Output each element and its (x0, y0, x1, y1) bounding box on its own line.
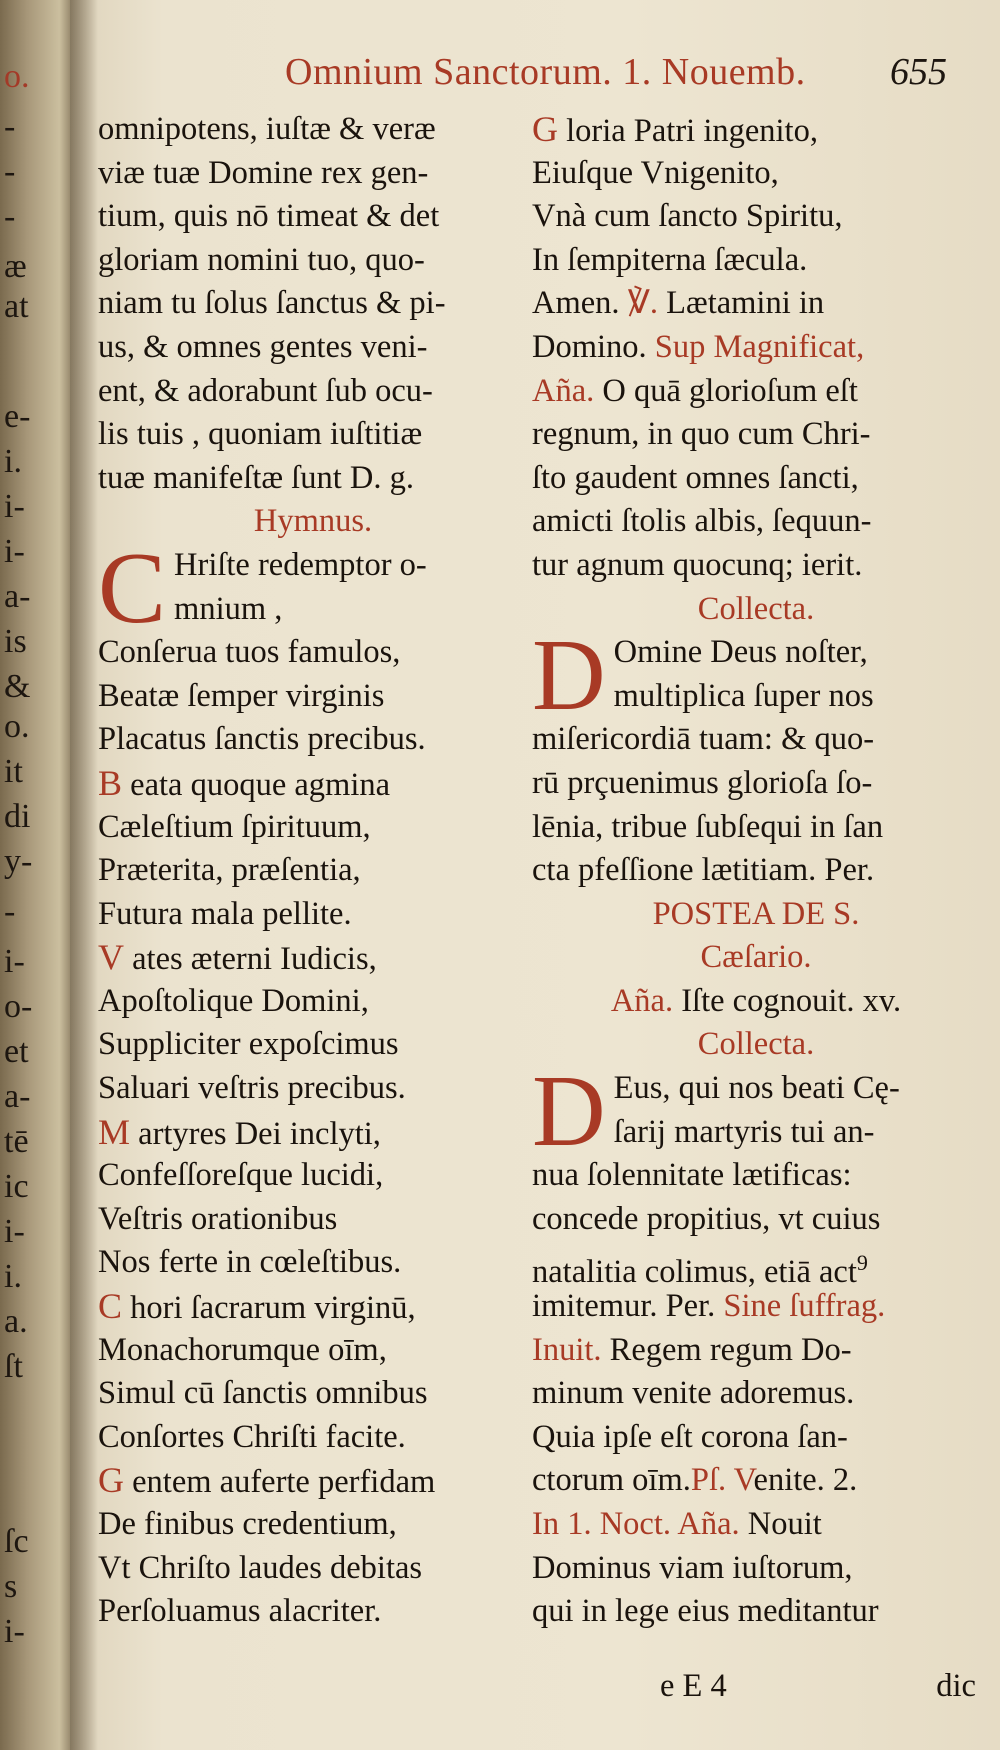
running-title: Omnium Sanctorum. 1. Nouemb. (285, 51, 806, 93)
text-run: amicti ſtolis albis, ſequun- (532, 503, 872, 540)
text-line (98, 1198, 528, 1242)
text-run: Beatæ ſemper virginis (98, 677, 385, 714)
text-run: miſericordiā tuam: & quo- (532, 721, 875, 758)
text-line: multiplica ſuper nos (613, 677, 874, 714)
saint-heading: Cæſario. (700, 939, 812, 976)
text-line (98, 413, 528, 457)
text-run: Conſortes Chriſti facite. (98, 1418, 406, 1455)
text-run: tur agnum quocunq; ierit. (532, 546, 863, 583)
text-line (532, 457, 980, 501)
text-run: enite. 2. (753, 1462, 858, 1499)
gloria-initial: G (532, 109, 558, 149)
margin-fragment: ſc (4, 1523, 29, 1560)
text-run: concede propitius, vt cuius (532, 1200, 881, 1237)
margin-fragment: y- (4, 843, 33, 880)
drop-capital: C (98, 531, 167, 645)
margin-fragment: i- (4, 1213, 25, 1250)
text-run: Nos ferte in cœleſtibus. (98, 1244, 402, 1281)
text-run: ctorum oīm. (532, 1462, 691, 1499)
text-run: loria Patri ingenito, (566, 113, 818, 149)
text-line (98, 195, 528, 239)
drop-capital: D (532, 1055, 606, 1169)
gloria-first-line (532, 108, 980, 152)
margin-fragment: it (4, 753, 23, 790)
text-line (532, 1154, 980, 1198)
text-run: Eiuſque Vnigenito, (532, 154, 779, 191)
folio-number: 655 (890, 51, 947, 93)
text-line (98, 326, 528, 370)
text-line (98, 1023, 528, 1067)
text-line (532, 152, 980, 196)
text-run: Futura mala pellite. (98, 895, 352, 932)
stanza-first-line (98, 936, 528, 980)
text-run: imitemur. Per. (532, 1288, 716, 1325)
text-run: viæ tuæ Domine rex gen- (98, 154, 429, 191)
text-run: cta pfeſſione lætitiam. Per. (532, 852, 875, 889)
text-line: mnium , (174, 590, 283, 627)
text-line (532, 1590, 980, 1634)
text-line (532, 1329, 980, 1373)
text-run: Quia ipſe eſt corona ſan- (532, 1418, 848, 1455)
margin-fragment: i- (4, 488, 25, 525)
text-run: gloriam nomini tuo, quo- (98, 241, 425, 278)
text-run: Suppliciter expoſcimus (98, 1026, 399, 1063)
text-line (532, 1241, 980, 1291)
text-run: Confeſſoreſque lucidi, (98, 1157, 384, 1194)
text-line (532, 282, 980, 326)
superscript-mark: 9 (856, 1250, 868, 1276)
text-line (98, 980, 528, 1024)
text-line (98, 849, 528, 893)
margin-fragment: ic (4, 1168, 29, 1205)
text-line (532, 1459, 980, 1503)
text-line (98, 152, 528, 196)
text-run: regnum, in quo cum Chri- (532, 416, 871, 453)
text-run: minum venite adoremus. (532, 1375, 855, 1412)
collecta-heading: Collecta. (697, 1026, 815, 1063)
text-run: qui in lege eius meditantur (532, 1593, 879, 1630)
margin-fragment: at (4, 288, 29, 325)
margin-fragment: e- (4, 398, 31, 435)
text-run: us, & omnes gentes veni- (98, 328, 428, 365)
antiphon-label: Aña. (610, 982, 674, 1019)
text-line (532, 1416, 980, 1460)
rubric: Sine ſuffrag. (723, 1288, 886, 1325)
adjacent-page-strip (0, 0, 70, 1750)
invitatory-label: Inuit. (532, 1331, 602, 1368)
margin-fragment: o. (4, 58, 30, 95)
collect-dropcap-block (532, 619, 980, 733)
margin-fragment: i. (4, 443, 22, 480)
margin-fragment: o. (4, 708, 30, 745)
text-line (98, 239, 528, 283)
text-run: Vnà cum ſancto Spiritu, (532, 198, 843, 235)
text-line (98, 1067, 528, 1111)
text-line (532, 762, 980, 806)
margin-fragment: - (4, 108, 16, 145)
stanza-initial: G (98, 1460, 124, 1501)
text-run: Domino. (532, 328, 647, 365)
text-line (98, 1372, 528, 1416)
text-run: tuæ manifeſtæ ſunt D. g. (98, 459, 414, 496)
text-run: In ſempiterna ſæcula. (532, 241, 808, 278)
text-run: artyres Dei inclyti, (138, 1115, 381, 1152)
text-line (532, 370, 980, 414)
text-line (532, 1372, 980, 1416)
text-run: Simul cū ſanctis omnibus (98, 1375, 428, 1412)
margin-fragment: i- (4, 533, 25, 570)
text-run: ent, & adorabunt ſub ocu- (98, 372, 433, 409)
page-header (70, 50, 1000, 102)
catchword: dic (936, 1668, 976, 1704)
text-run: tium, quis nō timeat & det (98, 198, 440, 235)
text-line (98, 282, 528, 326)
margin-fragment: s (4, 1568, 18, 1605)
margin-fragment: - (4, 893, 16, 930)
margin-fragment: a. (4, 1303, 28, 1340)
text-line (98, 1241, 528, 1285)
text-run: Vt Chriſto laudes debitas (98, 1549, 423, 1586)
text-line (98, 1547, 528, 1591)
text-run: Apoſtolique Domini, (98, 982, 369, 1019)
text-line (532, 1547, 980, 1591)
stanza-initial: M (98, 1111, 131, 1152)
text-line (532, 806, 980, 850)
page-footer (532, 1668, 980, 1712)
text-run: omnipotens, iuſtæ & veræ (98, 111, 436, 147)
hymn-heading: Hymnus. (253, 503, 373, 540)
margin-fragment: tē (4, 1123, 29, 1160)
drop-capital: D (532, 619, 606, 733)
text-line (532, 239, 980, 283)
text-run: lēnia, tribue ſubſequi in ſan (532, 808, 884, 845)
text-run: Monachorumque oīm, (98, 1331, 387, 1368)
text-run: ſto gaudent omnes ſancti, (532, 459, 859, 496)
text-run: Amen. (532, 285, 620, 322)
stanza-first-line (98, 1285, 528, 1329)
margin-fragment: is (4, 623, 27, 660)
signature-mark: e E 4 (660, 1668, 727, 1704)
right-column (532, 108, 980, 1718)
margin-fragment: æ (4, 248, 27, 285)
margin-fragment: i- (4, 943, 25, 980)
margin-fragment: a- (4, 578, 31, 615)
margin-fragment: - (4, 153, 16, 190)
versicle-sign: ℣. (627, 285, 659, 322)
text-run: ates æterni Iudicis, (132, 941, 377, 978)
text-run: Iſte cognouit. xv. (681, 982, 902, 1019)
text-run: entem auferte perfidam (132, 1464, 436, 1501)
text-run: nua ſolennitate lætificas: (532, 1157, 852, 1194)
text-run: Lætamini in (666, 285, 825, 322)
margin-fragment: i. (4, 1258, 22, 1295)
text-line: Hriſte redemptor o- (174, 546, 427, 583)
book-page (70, 0, 1000, 1750)
text-run: Nouit (747, 1506, 822, 1542)
text-run: eata quoque agmina (130, 766, 391, 803)
rubric: Sup Magnificat, (654, 328, 865, 365)
text-line (532, 1503, 980, 1547)
text-run: Conſerua tuos famulos, (98, 634, 401, 671)
margin-fragment: et (4, 1033, 29, 1070)
margin-fragment: ſt (4, 1348, 23, 1385)
text-run: Præterita, præſentia, (98, 852, 361, 889)
hymn-dropcap-block (98, 531, 528, 645)
text-line (532, 326, 980, 370)
text-line (532, 893, 980, 937)
text-line (98, 108, 528, 152)
text-line (532, 500, 980, 544)
text-line (98, 718, 528, 762)
text-run: hori ſacrarum virginū, (130, 1290, 416, 1327)
stanza-first-line (98, 762, 528, 806)
text-run: Veſtris orationibus (98, 1200, 338, 1237)
margin-fragment: di (4, 798, 31, 835)
text-run: rū prçuenimus glorioſa ſo- (532, 764, 873, 801)
text-run: Perſoluamus alacriter. (98, 1593, 382, 1630)
text-line (532, 413, 980, 457)
gutter-shadow (70, 0, 98, 1750)
text-run: lis tuis , quoniam iuſtitiæ (98, 416, 423, 453)
stanza-initial: V (98, 937, 124, 978)
text-run: natalitia colimus, etiā act (532, 1254, 857, 1291)
text-line (98, 1329, 528, 1373)
text-line (98, 370, 528, 414)
text-line: Eus, qui nos beati Cę- (613, 1070, 900, 1107)
collecta-heading: Collecta. (697, 590, 815, 627)
text-line (98, 893, 528, 937)
antiphon-label: Aña. (532, 372, 595, 409)
text-run: Dominus viam iuſtorum, (532, 1549, 853, 1586)
text-run: De finibus credentium, (98, 1506, 397, 1542)
text-line (98, 1590, 528, 1634)
antiphon-label: Aña. (677, 1506, 740, 1542)
text-line (98, 457, 528, 501)
margin-fragment: - (4, 198, 16, 235)
text-run: O quā glorioſum eſt (602, 372, 858, 409)
stanza-first-line (98, 1459, 528, 1503)
postea-heading: POSTEA DE S. (652, 895, 860, 932)
text-line (532, 718, 980, 762)
text-run: Placatus ſanctis precibus. (98, 721, 426, 758)
margin-fragment: & (4, 668, 31, 705)
text-line (98, 806, 528, 850)
text-line (98, 1416, 528, 1460)
text-line (532, 980, 980, 1024)
text-line (532, 849, 980, 893)
text-line (532, 544, 980, 588)
text-line (98, 631, 528, 675)
psalm-label: Pſ. V (690, 1462, 754, 1499)
left-column (98, 108, 528, 1718)
margin-fragment: a- (4, 1078, 31, 1115)
text-line (98, 1154, 528, 1198)
text-line (98, 1503, 528, 1547)
text-line: ſarij martyris tui an- (613, 1113, 875, 1150)
stanza-initial: C (98, 1286, 123, 1327)
text-line (98, 675, 528, 719)
collect-dropcap-block (532, 1055, 980, 1169)
text-run: Saluari veſtris precibus. (98, 1070, 406, 1107)
text-line (532, 936, 980, 980)
text-line (532, 195, 980, 239)
text-run: niam tu ſolus ſanctus & pi- (98, 285, 446, 322)
text-line (532, 1285, 980, 1329)
text-run: Cæleſtium ſpirituum, (98, 808, 371, 845)
nocturn-label: In 1. Noct. (532, 1506, 671, 1542)
text-line: Omine Deus noſter, (613, 634, 868, 671)
margin-fragment: o- (4, 988, 33, 1025)
stanza-first-line (98, 1111, 528, 1155)
margin-fragment: i- (4, 1613, 25, 1650)
text-run: Regem regum Do- (609, 1331, 852, 1368)
text-line (532, 1198, 980, 1242)
stanza-initial: B (98, 762, 123, 803)
